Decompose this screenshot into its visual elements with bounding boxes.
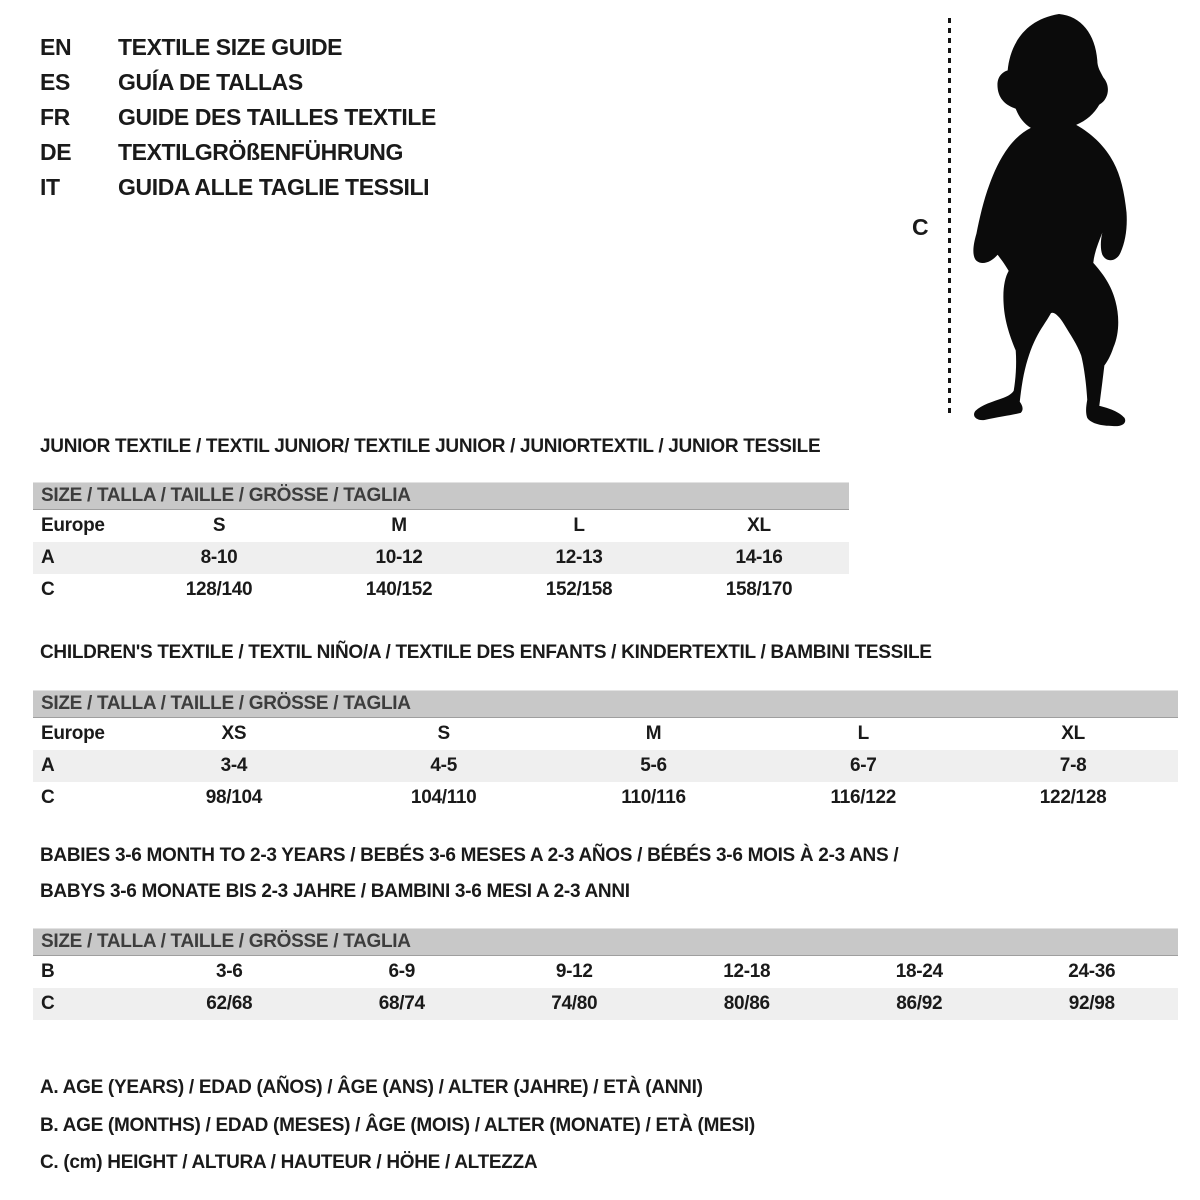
row-label: C [41, 579, 55, 600]
height-cell: 80/86 [723, 993, 770, 1014]
row-label: Europe [41, 723, 105, 744]
size-cell: S [437, 723, 450, 744]
legend-height-cm: C. (cm) HEIGHT / ALTURA / HAUTEUR / HÖHE / ALTEZZA [40, 1152, 538, 1173]
height-cell: 122/128 [1039, 787, 1107, 808]
table-row-age-months [33, 956, 1178, 988]
size-cell: S [212, 515, 226, 536]
age-cell: 3-4 [220, 755, 248, 776]
legend-age-months: B. AGE (MONTHS) / EDAD (MESES) / ÂGE (MOIS) / ALTER (MONATE) / ETÀ (MESI) [40, 1114, 755, 1136]
table-row-height [33, 574, 849, 606]
babies-size-table [33, 928, 1178, 1020]
table-row-europe [33, 718, 1178, 750]
language-code: EN [40, 34, 72, 60]
legend-age-years: A. AGE (YEARS) / EDAD (AÑOS) / ÂGE (ANS) / ALTER (JAHRE) / ETÀ (ANNI) [40, 1077, 703, 1098]
size-header-bar: SIZE / TALLA / TAILLE / GRÖSSE / TAGLIA [33, 482, 849, 510]
guide-title-fr: GUIDE DES TAILLES TEXTILE [118, 104, 436, 130]
height-cell: 110/116 [621, 787, 686, 808]
table-row-age [33, 542, 849, 574]
language-title-list [40, 30, 436, 205]
height-cell: 68/74 [378, 993, 425, 1014]
height-cell: 86/92 [896, 993, 943, 1014]
age-cell: 6-7 [850, 755, 877, 776]
table-row-height [33, 988, 1178, 1020]
age-cell: 14-16 [735, 547, 783, 568]
age-cell: 9-12 [555, 961, 593, 982]
language-row-es [40, 65, 436, 100]
language-row-fr [40, 100, 436, 135]
guide-title-es: GUÍA DE TALLAS [118, 69, 303, 95]
babies-section-title-line1: BABIES 3-6 MONTH TO 2-3 YEARS / BEBÉS 3-6 MESES A 2-3 AÑOS / BÉBÉS 3-6 MOIS À 2-3 ANS / [40, 845, 899, 866]
age-cell: 12-13 [555, 547, 603, 568]
size-header-bar: SIZE / TALLA / TAILLE / GRÖSSE / TAGLIA [33, 690, 1178, 718]
row-label: C [41, 993, 55, 1014]
height-measure-label: C [912, 214, 929, 240]
age-cell: 12-18 [723, 961, 771, 982]
height-measure-dashed-line [948, 18, 951, 416]
age-cell: 10-12 [375, 547, 423, 568]
language-row-en [40, 30, 436, 65]
height-cell: 140/152 [365, 579, 433, 600]
junior-size-table [33, 482, 849, 606]
measurement-legend [40, 1069, 755, 1182]
language-row-de [40, 135, 436, 170]
row-label: C [41, 787, 55, 808]
size-cell: L [573, 515, 585, 536]
size-cell: M [391, 515, 407, 536]
guide-title-en: TEXTILE SIZE GUIDE [118, 34, 343, 60]
table-row-europe [33, 510, 849, 542]
age-cell: 18-24 [895, 961, 943, 982]
row-label: A [41, 755, 55, 776]
size-cell: XL [747, 515, 771, 536]
language-code: FR [40, 104, 70, 130]
guide-title-de: TEXTILGRÖßENFÜHRUNG [118, 139, 403, 165]
junior-section-title: JUNIOR TEXTILE / TEXTIL JUNIOR/ TEXTILE JUNIOR / JUNIORTEXTIL / JUNIOR TESSILE [40, 436, 821, 457]
size-header-bar: SIZE / TALLA / TAILLE / GRÖSSE / TAGLIA [33, 928, 1178, 956]
language-code: ES [40, 69, 70, 95]
table-row-age [33, 750, 1178, 782]
age-cell: 3-6 [215, 961, 243, 982]
language-code: DE [40, 139, 72, 165]
row-label: A [41, 547, 55, 568]
age-cell: 5-6 [640, 755, 667, 776]
toddler-silhouette-icon [968, 10, 1140, 428]
height-cell: 74/80 [551, 993, 598, 1014]
age-cell: 4-5 [430, 755, 457, 776]
table-row-height [33, 782, 1178, 814]
row-label: Europe [41, 515, 105, 536]
height-cell: 158/170 [725, 579, 793, 600]
language-row-it [40, 170, 436, 205]
row-label: B [41, 961, 55, 982]
size-cell: M [645, 723, 662, 744]
height-cell: 116/122 [830, 787, 897, 808]
age-cell: 8-10 [200, 547, 238, 568]
height-cell: 128/140 [185, 579, 253, 600]
children-section-title: CHILDREN'S TEXTILE / TEXTIL NIÑO/A / TEXTILE DES ENFANTS / KINDERTEXTIL / BAMBINI TESSILE [40, 642, 932, 663]
guide-title-it: GUIDA ALLE TAGLIE TESSILI [118, 174, 430, 200]
size-cell: L [857, 723, 869, 744]
height-cell: 62/68 [206, 993, 253, 1014]
age-cell: 7-8 [1059, 755, 1087, 776]
size-cell: XL [1061, 723, 1085, 744]
age-cell: 6-9 [388, 961, 416, 982]
children-size-table [33, 690, 1178, 814]
height-cell: 98/104 [205, 787, 263, 808]
age-cell: 24-36 [1068, 961, 1116, 982]
height-cell: 104/110 [410, 787, 477, 808]
size-cell: XS [221, 723, 247, 744]
language-code: IT [40, 174, 60, 200]
babies-section-title-line2: BABYS 3-6 MONATE BIS 2-3 JAHRE / BAMBINI 3-6 MESI A 2-3 ANNI [40, 881, 630, 902]
height-cell: 152/158 [545, 579, 613, 600]
height-cell: 92/98 [1068, 993, 1115, 1014]
